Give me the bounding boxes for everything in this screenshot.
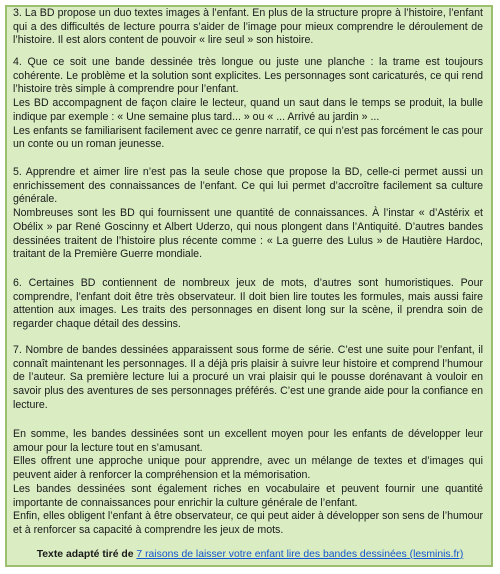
paragraph: En somme, les bandes dessinées sont un excellent moyen pour les enfants de développer leur amour pour la lecture tout en s’amusant. [13,428,483,454]
paragraph: 4. Que ce soit une bande dessinée très longue ou juste une planche : la trame est toujours cohérente. Le problème et la solution sont explicites. Les personnages sont caricaturés, ce qui rend l’histoire très simple à comprendre pour l’enfant. [13,56,483,96]
paragraph: Nombreuses sont les BD qui fournissent une quantité de connaissances. À l’instar « d’Astérix et Obélix » par René Goscinny et Albert Uderzo, qui nous plongent dans l’Antiquité. D’autres bandes dessinées traitent de l’histoire plus récente comme : « La guerre des Lulus » de Hautière Hardoc, traitant de la Première Guerre mondiale. [13,207,483,261]
section-5 [13,166,483,262]
paragraph: Les BD accompagnent de façon claire le lecteur, quand un saut dans le temps se produit, la bulle indique par exemple : « Une semaine plus tard... » ou « ... Arrivé au jardin » ... [13,97,483,123]
section-6 [13,277,483,332]
paragraph: 5. Apprendre et aimer lire n’est pas la seule chose que propose la BD, celle-ci permet aussi un enrichissement des connaissances de l’enfant. Ce qui lui permet d’accroître facilement sa culture générale. [13,166,483,206]
source-prefix: Texte adapté tiré de [36,549,137,560]
source-credit [0,548,500,561]
paragraph: Enfin, elles obligent l’enfant à être observateur, ce qui peut aider à développer son sens de l’humour et à renforcer sa capacité à comprendre les jeux de mots. [13,510,483,536]
paragraph: 6. Certaines BD contiennent de nombreux jeux de mots, d’autres sont humoristiques. Pour comprendre, l’enfant doit être très observateur. Il doit bien lire toutes les formules, mais aussi faire attention aux images. Les traits des personnages en disent long sur la scène, il prendra soin de regarder chaque détail des dessins. [13,277,483,331]
paragraph: 3. La BD propose un duo textes images à l’enfant. En plus de la structure propre à l’histoire, l’enfant qui a des difficultés de lecture pourra s’aider de l’image pour mieux comprendre le déroulement de l’histoire. Il est alors content de pouvoir « lire seul » son histoire. [13,7,483,47]
paragraph: Les bandes dessinées sont également riches en vocabulaire et peuvent fournir une quantité importante de connaissances pour enrichir la culture générale de l’enfant. [13,482,483,509]
paragraph: Les enfants se familiarisent facilement avec ce genre narratif, ce qui n’est pas forcément le cas pour un conte ou un roman jeunesse. [13,124,483,151]
source-link[interactable]: 7 raisons de laisser votre enfant lire des bandes dessinées (lesminis.fr) [136,549,464,560]
paragraph: 7. Nombre de bandes dessinées apparaissent sous forme de série. C’est une suite pour l’enfant, il connaît maintenant les personnages. Il a déjà pris plaisir à suivre leur histoire et comprend l’humour de l’auteur. Sa première lecture lui a procuré un vrai plaisir qui le pousse dorénavant à vouloir en savoir plus des aventures de ses personnages préférés. C’est une grande aide pour la confiance en lecture. [13,344,483,411]
paragraph: Elles offrent une approche unique pour apprendre, avec un mélange de textes et d’images qui peuvent aider à renforcer la compréhension et la mémorisation. [13,455,483,482]
section-3 [13,7,483,48]
section-7 [13,344,483,413]
section-4 [13,56,483,152]
conclusion [13,428,483,538]
